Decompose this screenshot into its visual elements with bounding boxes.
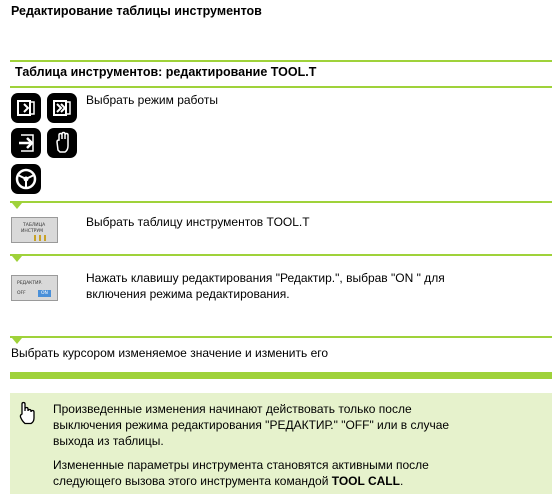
edit-off-on-softkey[interactable] [11,275,58,301]
hand-pointer-icon [18,401,38,425]
note-p2-line2-suffix: . [399,474,404,488]
section-title-underline [10,86,552,88]
softkey-on-label: ON [38,290,51,297]
page-title: Редактирование таблицы инструментов [11,4,262,18]
tool-call-command: TOOL CALL [331,474,400,488]
step-divider-marker [12,256,22,262]
note-p1-line3: выхода из таблицы. [53,434,164,448]
note-p2-line1: Измененные параметры инструмента становятся активными после [53,458,429,472]
program-run-full-sequence-key-icon[interactable] [47,93,77,123]
step-divider [10,254,552,256]
electronic-handwheel-key-icon[interactable] [11,164,41,194]
softkey-edit-label: РЕДАКТИР. [17,281,43,286]
tool-table-softkey[interactable] [11,217,58,243]
section-divider [10,60,552,62]
tool-icon [34,235,46,241]
program-run-single-block-key-icon[interactable] [11,93,41,123]
step-divider-marker [12,338,22,344]
step-edit-line1: Нажать клавишу редактирования "Редактир.", выбрав "ON " для [86,271,445,285]
manual-operation-hand-key-icon[interactable] [47,128,77,158]
step-select-mode-text: Выбрать режим работы [86,93,218,107]
note-p2-line2 [53,473,533,489]
note-p2-line2-prefix: следующего вызова этого инструмента командой [53,474,332,488]
softkey-label-line2: ИНСТРУМ [21,229,43,234]
step-divider [10,201,552,203]
cursor-instruction-text: Выбрать курсором изменяемое значение и изменить его [11,346,329,360]
step-edit-line2: включения режима редактирования. [86,287,290,301]
step-divider-marker [12,203,22,209]
section-end-bar [10,372,552,379]
note-p1-line2: выключения режима редактирования "РЕДАКТИР." "OFF" или в случае [53,418,450,432]
step-divider [10,336,552,338]
positioning-mdi-key-icon[interactable] [11,128,41,158]
note-p1-line1: Произведенные изменения начинают действовать только после [53,402,412,416]
section-title: Таблица инструментов: редактирование TOOL.T [15,65,317,79]
step-select-tool-table-text: Выбрать таблицу инструментов TOOL.T [86,215,310,229]
softkey-off-label: OFF [17,291,26,296]
softkey-label-line1: ТАБЛИЦА [23,223,46,228]
